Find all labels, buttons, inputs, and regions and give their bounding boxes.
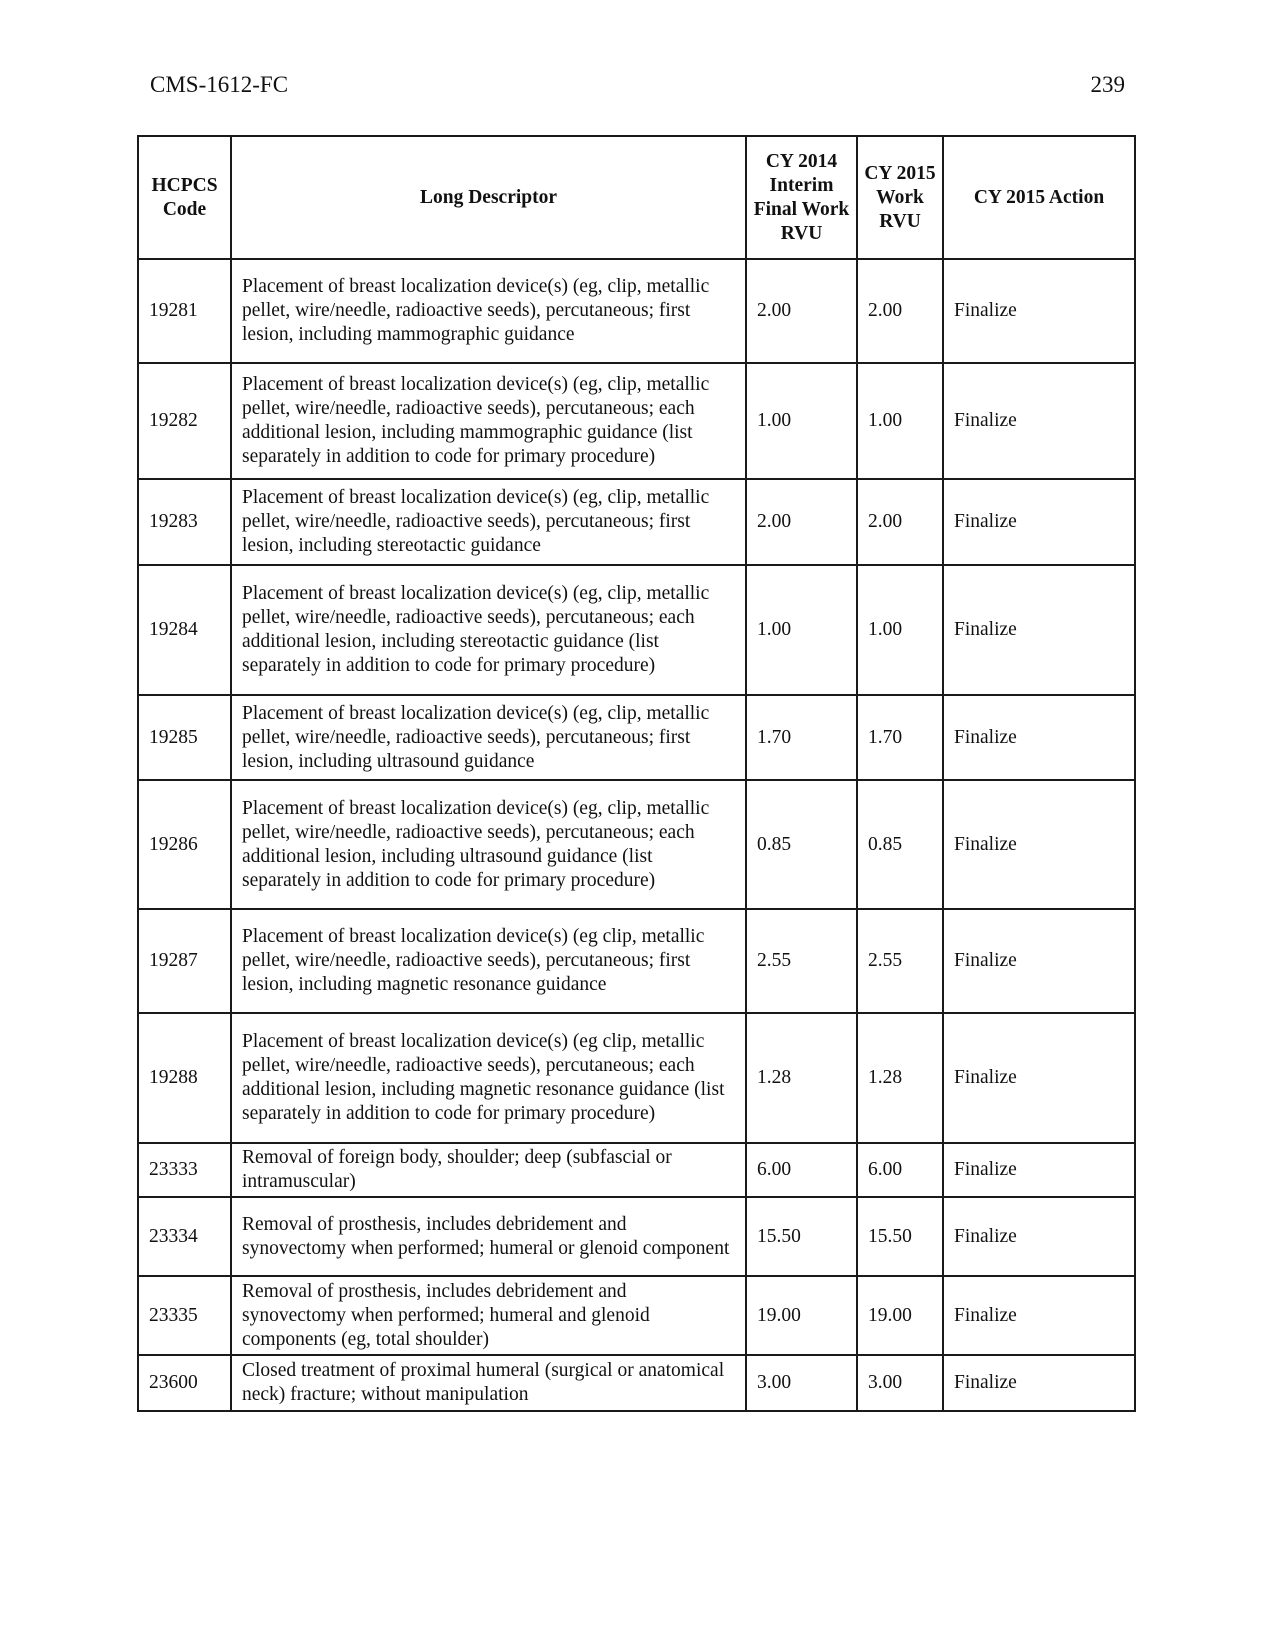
long-descriptor-cell: Removal of prosthesis, includes debridement and synovectomy when performed; humeral and glenoid components (eg, total shoulder): [231, 1276, 746, 1355]
cy2015-action-cell: Finalize: [943, 259, 1135, 363]
cy2014-rvu-cell: 2.00: [746, 259, 857, 363]
long-descriptor-cell: Removal of prosthesis, includes debridement and synovectomy when performed; humeral or glenoid component: [231, 1197, 746, 1276]
cy2014-rvu-cell: 19.00: [746, 1276, 857, 1355]
column-header-hcpcs-code: HCPCS Code: [138, 136, 231, 259]
cy2015-action-cell: Finalize: [943, 479, 1135, 565]
table-row: [138, 479, 1135, 565]
hcpcs-code-cell: 19284: [138, 565, 231, 695]
long-descriptor-cell: Placement of breast localization device(s) (eg, clip, metallic pellet, wire/needle, radioactive seeds), percutaneous; first lesion, including ultrasound guidance: [231, 695, 746, 780]
cy2015-rvu-cell: 2.00: [857, 259, 943, 363]
table-row: [138, 780, 1135, 909]
long-descriptor-cell: Placement of breast localization device(s) (eg clip, metallic pellet, wire/needle, radioactive seeds), percutaneous; first lesion, including magnetic resonance guidance: [231, 909, 746, 1013]
cy2015-rvu-cell: 6.00: [857, 1143, 943, 1197]
cy2014-rvu-cell: 1.70: [746, 695, 857, 780]
long-descriptor-cell: Placement of breast localization device(s) (eg, clip, metallic pellet, wire/needle, radioactive seeds), percutaneous; first lesion, including mammographic guidance: [231, 259, 746, 363]
table-row: [138, 363, 1135, 479]
table-row: [138, 1355, 1135, 1411]
cy2015-rvu-cell: 1.00: [857, 565, 943, 695]
page-header: [150, 72, 1125, 104]
cy2014-rvu-cell: 15.50: [746, 1197, 857, 1276]
cy2014-rvu-cell: 2.55: [746, 909, 857, 1013]
column-header-cy2014-rvu: CY 2014 Interim Final Work RVU: [746, 136, 857, 259]
cy2015-action-cell: Finalize: [943, 1276, 1135, 1355]
cy2015-rvu-cell: 1.00: [857, 363, 943, 479]
table-header-row: [138, 136, 1135, 259]
cy2015-action-cell: Finalize: [943, 1013, 1135, 1143]
page-number: 239: [1090, 72, 1125, 97]
long-descriptor-cell: Closed treatment of proximal humeral (surgical or anatomical neck) fracture; without manipulation: [231, 1355, 746, 1411]
hcpcs-code-cell: 19287: [138, 909, 231, 1013]
hcpcs-code-cell: 19282: [138, 363, 231, 479]
hcpcs-code-cell: 23600: [138, 1355, 231, 1411]
hcpcs-code-cell: 23333: [138, 1143, 231, 1197]
cy2014-rvu-cell: 1.00: [746, 363, 857, 479]
document-id: CMS-1612-FC: [150, 72, 289, 97]
long-descriptor-cell: Placement of breast localization device(s) (eg, clip, metallic pellet, wire/needle, radioactive seeds), percutaneous; each additional lesion, including mammographic guidance (list separately in addition to code for primary procedure): [231, 363, 746, 479]
cy2015-action-cell: Finalize: [943, 1355, 1135, 1411]
table-row: [138, 1197, 1135, 1276]
table-row: [138, 695, 1135, 780]
cy2015-rvu-cell: 1.28: [857, 1013, 943, 1143]
cy2015-rvu-cell: 2.00: [857, 479, 943, 565]
hcpcs-code-cell: 19281: [138, 259, 231, 363]
cy2015-action-cell: Finalize: [943, 695, 1135, 780]
cy2014-rvu-cell: 6.00: [746, 1143, 857, 1197]
cy2014-rvu-cell: 1.28: [746, 1013, 857, 1143]
cy2015-rvu-cell: 2.55: [857, 909, 943, 1013]
cy2015-rvu-cell: 19.00: [857, 1276, 943, 1355]
cy2015-rvu-cell: 3.00: [857, 1355, 943, 1411]
cy2015-action-cell: Finalize: [943, 1197, 1135, 1276]
table-row: [138, 1013, 1135, 1143]
long-descriptor-cell: Placement of breast localization device(s) (eg, clip, metallic pellet, wire/needle, radioactive seeds), percutaneous; each additional lesion, including stereotactic guidance (list separately in addition to code for primary procedure): [231, 565, 746, 695]
cy2015-action-cell: Finalize: [943, 909, 1135, 1013]
cy2015-rvu-cell: 0.85: [857, 780, 943, 909]
hcpcs-code-cell: 19285: [138, 695, 231, 780]
cy2014-rvu-cell: 0.85: [746, 780, 857, 909]
table-row: [138, 909, 1135, 1013]
cy2015-action-cell: Finalize: [943, 363, 1135, 479]
long-descriptor-cell: Placement of breast localization device(s) (eg clip, metallic pellet, wire/needle, radioactive seeds), percutaneous; each additional lesion, including magnetic resonance guidance (list separately in addition to code for primary procedure): [231, 1013, 746, 1143]
cy2015-action-cell: Finalize: [943, 1143, 1135, 1197]
long-descriptor-cell: Placement of breast localization device(s) (eg, clip, metallic pellet, wire/needle, radioactive seeds), percutaneous; each additional lesion, including ultrasound guidance (list separately in addition to code for primary procedure): [231, 780, 746, 909]
table-row: [138, 565, 1135, 695]
column-header-long-descriptor: Long Descriptor: [231, 136, 746, 259]
column-header-cy2015-rvu: CY 2015 Work RVU: [857, 136, 943, 259]
cy2014-rvu-cell: 3.00: [746, 1355, 857, 1411]
cy2015-rvu-cell: 15.50: [857, 1197, 943, 1276]
cy2015-rvu-cell: 1.70: [857, 695, 943, 780]
cy2015-action-cell: Finalize: [943, 780, 1135, 909]
table-row: [138, 1143, 1135, 1197]
long-descriptor-cell: Placement of breast localization device(s) (eg, clip, metallic pellet, wire/needle, radioactive seeds), percutaneous; first lesion, including stereotactic guidance: [231, 479, 746, 565]
cy2015-action-cell: Finalize: [943, 565, 1135, 695]
hcpcs-code-cell: 19288: [138, 1013, 231, 1143]
hcpcs-code-cell: 23334: [138, 1197, 231, 1276]
hcpcs-code-cell: 19283: [138, 479, 231, 565]
hcpcs-code-cell: 19286: [138, 780, 231, 909]
long-descriptor-cell: Removal of foreign body, shoulder; deep (subfascial or intramuscular): [231, 1143, 746, 1197]
column-header-cy2015-action: CY 2015 Action: [943, 136, 1135, 259]
table-row: [138, 259, 1135, 363]
cy2014-rvu-cell: 1.00: [746, 565, 857, 695]
table-row: [138, 1276, 1135, 1355]
cy2014-rvu-cell: 2.00: [746, 479, 857, 565]
rvu-table: [137, 135, 1136, 1412]
hcpcs-code-cell: 23335: [138, 1276, 231, 1355]
